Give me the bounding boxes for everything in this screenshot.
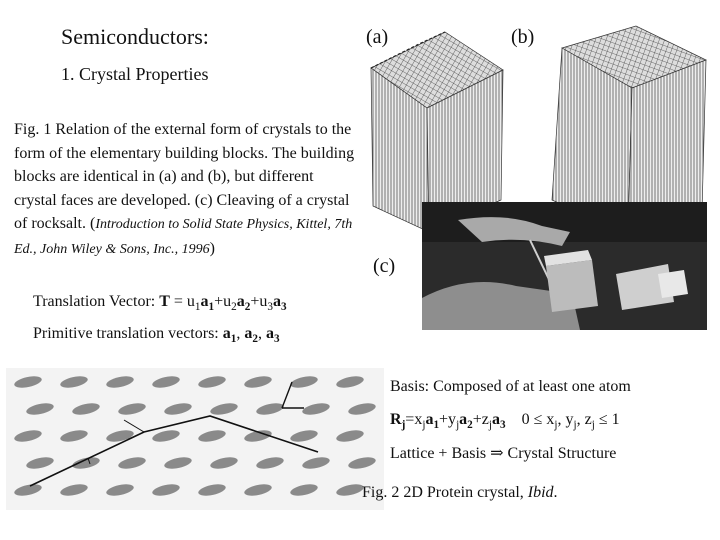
eq-xj: =x xyxy=(405,411,423,428)
panel-label-c: (c) xyxy=(373,255,396,277)
panel-label-a: (a) xyxy=(366,26,389,48)
prim-a3: a xyxy=(265,325,274,342)
rj-a2: a xyxy=(459,411,468,428)
basis-position-equation xyxy=(390,411,620,431)
translation-label: Translation Vector: xyxy=(33,293,160,310)
fig2-end: . xyxy=(553,484,558,501)
prim-sub-3: 3 xyxy=(273,333,280,346)
cond-z: , z xyxy=(576,411,592,428)
cond-sub-y: j xyxy=(573,419,577,432)
fig2-ibid: Ibid xyxy=(527,484,554,501)
sub-1: 1 xyxy=(194,301,201,314)
primitive-label: Primitive translation vectors: xyxy=(33,325,223,342)
plus-u2: +u xyxy=(214,293,232,310)
vec-R: R xyxy=(390,411,402,428)
fig1-caption-close: ) xyxy=(209,239,215,257)
vec-a2: a xyxy=(236,293,245,310)
sub-a1: 1 xyxy=(208,301,215,314)
rj-sub-a3: 3 xyxy=(500,419,506,432)
cond-sub-z: j xyxy=(591,419,595,432)
eq-u1: = u xyxy=(169,293,195,310)
sub-yj: j xyxy=(456,419,460,432)
vec-a1: a xyxy=(200,293,209,310)
prim-sep-1: , xyxy=(236,325,245,342)
primitive-vectors-line xyxy=(33,325,280,345)
fig2-caption-text: Fig. 2 2D Protein crystal, xyxy=(362,484,528,501)
plus-u3: +u xyxy=(250,293,268,310)
cond-y: , y xyxy=(557,411,574,428)
prim-sub-1: 1 xyxy=(230,333,237,346)
lattice-basis-text: Lattice + Basis ⇒ Crystal Structure xyxy=(390,445,617,462)
rocksalt-cleaving-photo xyxy=(422,202,707,330)
vector-T: T xyxy=(159,293,170,310)
panel-label-b: (b) xyxy=(511,26,535,48)
sub-Rj: j xyxy=(401,419,406,432)
fig2-caption xyxy=(362,484,558,502)
cond-sub-x: j xyxy=(554,419,558,432)
cond-x: 0 ≤ x xyxy=(505,411,555,428)
basis-text: Basis: Composed of at least one atom xyxy=(390,378,631,395)
prim-sep-2: , xyxy=(257,325,266,342)
vec-a3: a xyxy=(272,293,281,310)
prim-a2: a xyxy=(244,325,253,342)
fig1-reference: Introduction to Solid State Physics, Kittel, 7th Ed., John Wiley & Sons, Inc., 1996 xyxy=(14,217,353,257)
sub-a3: 3 xyxy=(280,301,287,314)
page-title: Semiconductors: xyxy=(61,24,209,49)
sub-2: 2 xyxy=(231,301,237,314)
cond-le-1: ≤ 1 xyxy=(594,411,620,428)
translation-vector-line xyxy=(33,293,287,313)
section-heading: 1. Crystal Properties xyxy=(61,64,209,84)
plus-zj: +z xyxy=(472,411,489,428)
prim-sub-2: 2 xyxy=(252,333,258,346)
fig1-caption-text: Fig. 1 Relation of the external form of crystals to the form of the elementary building blocks. The building blocks are identical in (a) and (b), but different crystal faces are developed. (c) Cleaving of a crystal of rocksalt. ( xyxy=(14,121,355,232)
plus-yj: +y xyxy=(439,411,457,428)
sub-3: 3 xyxy=(267,301,273,314)
protein-crystal-image xyxy=(6,368,384,510)
rj-sub-a2: 2 xyxy=(467,419,473,432)
sub-zj: j xyxy=(488,419,492,432)
rj-a1: a xyxy=(425,411,434,428)
rj-a3: a xyxy=(492,411,500,428)
rj-sub-a1: 1 xyxy=(433,419,440,432)
fig1-caption xyxy=(14,118,359,261)
sub-a2: 2 xyxy=(244,301,251,314)
prim-a1: a xyxy=(222,325,231,342)
sub-xj: j xyxy=(422,419,426,432)
